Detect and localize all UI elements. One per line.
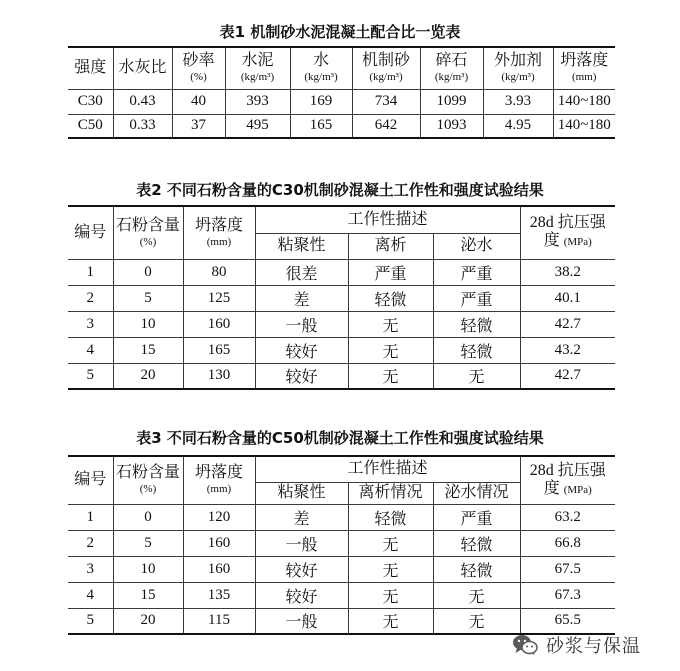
t2-strength-cell: 42.7 [520,311,615,337]
t2-stone-powder-cell: 20 [113,363,183,389]
t3-segregation-cell: 无 [348,608,433,634]
t2-bleeding-cell: 轻微 [433,337,520,363]
t2-strength-cell: 40.1 [520,285,615,311]
t3-id-cell: 5 [68,608,113,634]
t3-bleeding-cell: 无 [433,582,520,608]
t2-header-strength-line1: 28d 抗压强 [529,214,606,232]
t3-bleeding-cell: 轻微 [433,530,520,556]
t3-id-cell: 3 [68,556,113,582]
t2-slump-cell: 160 [183,311,255,337]
t2-segregation-cell: 无 [348,311,433,337]
table3-row [68,530,615,556]
t3-strength-cell: 65.5 [520,608,615,634]
t2-header-segregation-label: 离析 [374,237,407,254]
wechat-icon [512,634,538,656]
t2-header-workability-label: 工作性描述 [347,210,428,228]
t2-cohesion-cell: 很差 [255,259,348,285]
t3-stone-powder-cell: 20 [113,608,183,634]
t2-bleeding-cell: 严重 [433,285,520,311]
table2-row [68,311,615,337]
t3-strength-cell: 67.3 [520,582,615,608]
t3-bleeding-cell: 无 [433,608,520,634]
t3-strength-cell: 63.2 [520,504,615,530]
t2-header-strength-unit: (MPa) [563,236,592,249]
t1-slump-cell: 140~180 [553,89,615,114]
t2-segregation-cell: 无 [348,337,433,363]
t3-header-stone-powder-label: 石粉含量 [115,464,180,482]
t2-stone-powder-cell: 0 [113,259,183,285]
t2-segregation-cell: 严重 [348,259,433,285]
t1-header-grade-label: 强度 [74,59,107,77]
t3-strength-cell: 66.8 [520,530,615,556]
t2-header-id-label: 编号 [74,223,107,241]
t1-header-slump [553,47,615,89]
t3-cohesion-cell: 一般 [255,608,348,634]
t1-manufactured-sand-cell: 642 [352,114,420,138]
t1-header-water-label: 水 [312,52,329,70]
table3 [68,455,615,635]
t3-id-cell: 4 [68,582,113,608]
table3-row [68,556,615,582]
t2-header-slump-unit: (mm) [206,235,232,248]
t2-strength-cell: 43.2 [520,337,615,363]
t2-id-cell: 1 [68,259,113,285]
t3-header-bleeding [433,482,520,504]
t1-header-manufactured-sand-unit: (kg/m³) [369,71,403,84]
t1-header-sand-ratio [172,47,225,89]
t1-grade-cell: C50 [68,114,113,138]
t2-bleeding-cell: 严重 [433,259,520,285]
t3-stone-powder-cell: 5 [113,530,183,556]
t2-id-cell: 4 [68,337,113,363]
t2-stone-powder-cell: 10 [113,311,183,337]
t1-header-admixture [483,47,553,89]
t2-stone-powder-cell: 5 [113,285,183,311]
table1-title: 表1 机制砂水泥混凝土配合比一览表 [219,23,461,41]
t3-stone-powder-cell: 15 [113,582,183,608]
t1-header-slump-label: 坍落度 [560,52,609,70]
table1-row [68,89,615,114]
t2-cohesion-cell: 一般 [255,311,348,337]
t3-header-slump-label: 坍落度 [194,464,243,482]
t2-slump-cell: 130 [183,363,255,389]
t1-water-cell: 169 [290,89,352,114]
table3-title: 表3 不同石粉含量的C50机制砂混凝土工作性和强度试验结果 [136,429,544,447]
t1-grade-cell: C30 [68,89,113,114]
t3-strength-cell: 67.5 [520,556,615,582]
t3-slump-cell: 160 [183,530,255,556]
t3-segregation-cell: 轻微 [348,504,433,530]
table2-header-row [68,206,615,233]
t3-header-slump [183,456,255,504]
t1-header-water-unit: (kg/m³) [304,71,338,84]
t1-header-sand-ratio-label: 砂率 [182,52,215,70]
t3-stone-powder-cell: 10 [113,556,183,582]
t2-header-segregation [348,233,433,259]
t1-header-manufactured-sand [352,47,420,89]
t3-header-cohesion-label: 粘聚性 [277,484,326,501]
table3-header-row [68,456,615,482]
t3-cohesion-cell: 较好 [255,582,348,608]
t1-header-wc-ratio [113,47,172,89]
t1-header-cement-unit: (kg/m³) [240,71,275,84]
t1-cement-cell: 393 [225,89,290,114]
t3-bleeding-cell: 严重 [433,504,520,530]
t2-header-cohesion-label: 粘聚性 [277,237,326,254]
t3-header-cohesion [255,482,348,504]
t2-stone-powder-cell: 15 [113,337,183,363]
table2-row [68,363,615,389]
t2-header-slump-label: 坍落度 [194,216,243,234]
t1-header-admixture-unit: (kg/m³) [501,71,535,84]
t2-segregation-cell: 无 [348,363,433,389]
t3-header-stone-powder-unit: (%) [139,483,157,496]
t2-id-cell: 2 [68,285,113,311]
t3-header-workability [255,456,520,482]
t1-header-cement [225,47,290,89]
t1-header-grade [68,47,113,89]
t1-admixture-cell: 3.93 [483,89,553,114]
t3-cohesion-cell: 差 [255,504,348,530]
t1-header-water [290,47,352,89]
table1 [68,46,615,139]
table3-row [68,504,615,530]
t3-header-id-label: 编号 [74,471,107,489]
table3-row [68,582,615,608]
t1-header-wc-ratio-label: 水灰比 [118,59,167,77]
t1-wc-ratio-cell: 0.43 [113,89,172,114]
t3-cohesion-cell: 一般 [255,530,348,556]
t2-header-stone-powder-label: 石粉含量 [115,216,180,234]
t3-slump-cell: 115 [183,608,255,634]
t3-header-id [68,456,113,504]
t1-gravel-cell: 1093 [420,114,483,138]
t2-slump-cell: 125 [183,285,255,311]
t2-header-stone-powder [113,206,183,259]
t1-header-sand-ratio-unit: (%) [190,71,207,84]
t3-segregation-cell: 无 [348,530,433,556]
t3-header-workability-label: 工作性描述 [347,460,428,478]
t2-strength-cell: 38.2 [520,259,615,285]
table1-row [68,114,615,138]
t2-header-stone-powder-unit: (%) [139,235,157,248]
table2-title: 表2 不同石粉含量的C30机制砂混凝土工作性和强度试验结果 [136,181,544,199]
t1-gravel-cell: 1099 [420,89,483,114]
t2-strength-cell: 42.7 [520,363,615,389]
t1-header-cement-label: 水泥 [241,52,274,70]
t2-id-cell: 5 [68,363,113,389]
t1-slump-cell: 140~180 [553,114,615,138]
t3-slump-cell: 160 [183,556,255,582]
t2-header-strength-line2: 度 [543,232,560,250]
t3-header-stone-powder [113,456,183,504]
t3-id-cell: 2 [68,530,113,556]
t1-header-manufactured-sand-label: 机制砂 [361,52,410,70]
t3-slump-cell: 120 [183,504,255,530]
t1-wc-ratio-cell: 0.33 [113,114,172,138]
t2-id-cell: 3 [68,311,113,337]
t3-slump-cell: 135 [183,582,255,608]
t2-header-slump [183,206,255,259]
t1-header-admixture-label: 外加剂 [493,52,542,70]
t2-header-strength [520,206,615,259]
t2-header-id [68,206,113,259]
t1-cement-cell: 495 [225,114,290,138]
t1-header-gravel [420,47,483,89]
table2-row [68,285,615,311]
t3-cohesion-cell: 较好 [255,556,348,582]
table2-row [68,259,615,285]
t1-header-gravel-unit: (kg/m³) [434,71,469,84]
table1-header-row [68,47,615,89]
t1-water-cell: 165 [290,114,352,138]
t2-header-workability [255,206,520,233]
t3-header-strength-line2: 度 [543,479,560,497]
t2-header-cohesion [255,233,348,259]
t3-header-segregation [348,482,433,504]
t2-cohesion-cell: 较好 [255,337,348,363]
t1-sand-ratio-cell: 40 [172,89,225,114]
t3-header-strength-line1: 28d 抗压强 [529,461,606,479]
t2-header-bleeding-label: 泌水 [460,237,493,254]
table2 [68,205,615,390]
t3-header-strength-unit: (MPa) [563,483,592,496]
t1-header-slump-unit: (mm) [572,71,597,84]
t1-manufactured-sand-cell: 734 [352,89,420,114]
t3-header-slump-unit: (mm) [206,483,232,496]
t3-id-cell: 1 [68,504,113,530]
t2-bleeding-cell: 轻微 [433,311,520,337]
t3-header-segregation-label: 离析情况 [358,484,423,501]
watermark-text: 砂浆与保温 [546,636,641,657]
t2-segregation-cell: 轻微 [348,285,433,311]
t3-segregation-cell: 无 [348,582,433,608]
table3-row [68,608,615,634]
t2-cohesion-cell: 较好 [255,363,348,389]
t1-sand-ratio-cell: 37 [172,114,225,138]
t2-slump-cell: 165 [183,337,255,363]
t2-header-bleeding [433,233,520,259]
t2-bleeding-cell: 无 [433,363,520,389]
t1-header-gravel-label: 碎石 [435,52,468,70]
table2-row [68,337,615,363]
watermark [512,633,641,657]
t1-admixture-cell: 4.95 [483,114,553,138]
t3-stone-powder-cell: 0 [113,504,183,530]
t2-cohesion-cell: 差 [255,285,348,311]
t3-bleeding-cell: 轻微 [433,556,520,582]
t3-header-bleeding-label: 泌水情况 [444,484,509,501]
t3-header-strength [520,456,615,504]
t2-slump-cell: 80 [183,259,255,285]
t3-segregation-cell: 无 [348,556,433,582]
